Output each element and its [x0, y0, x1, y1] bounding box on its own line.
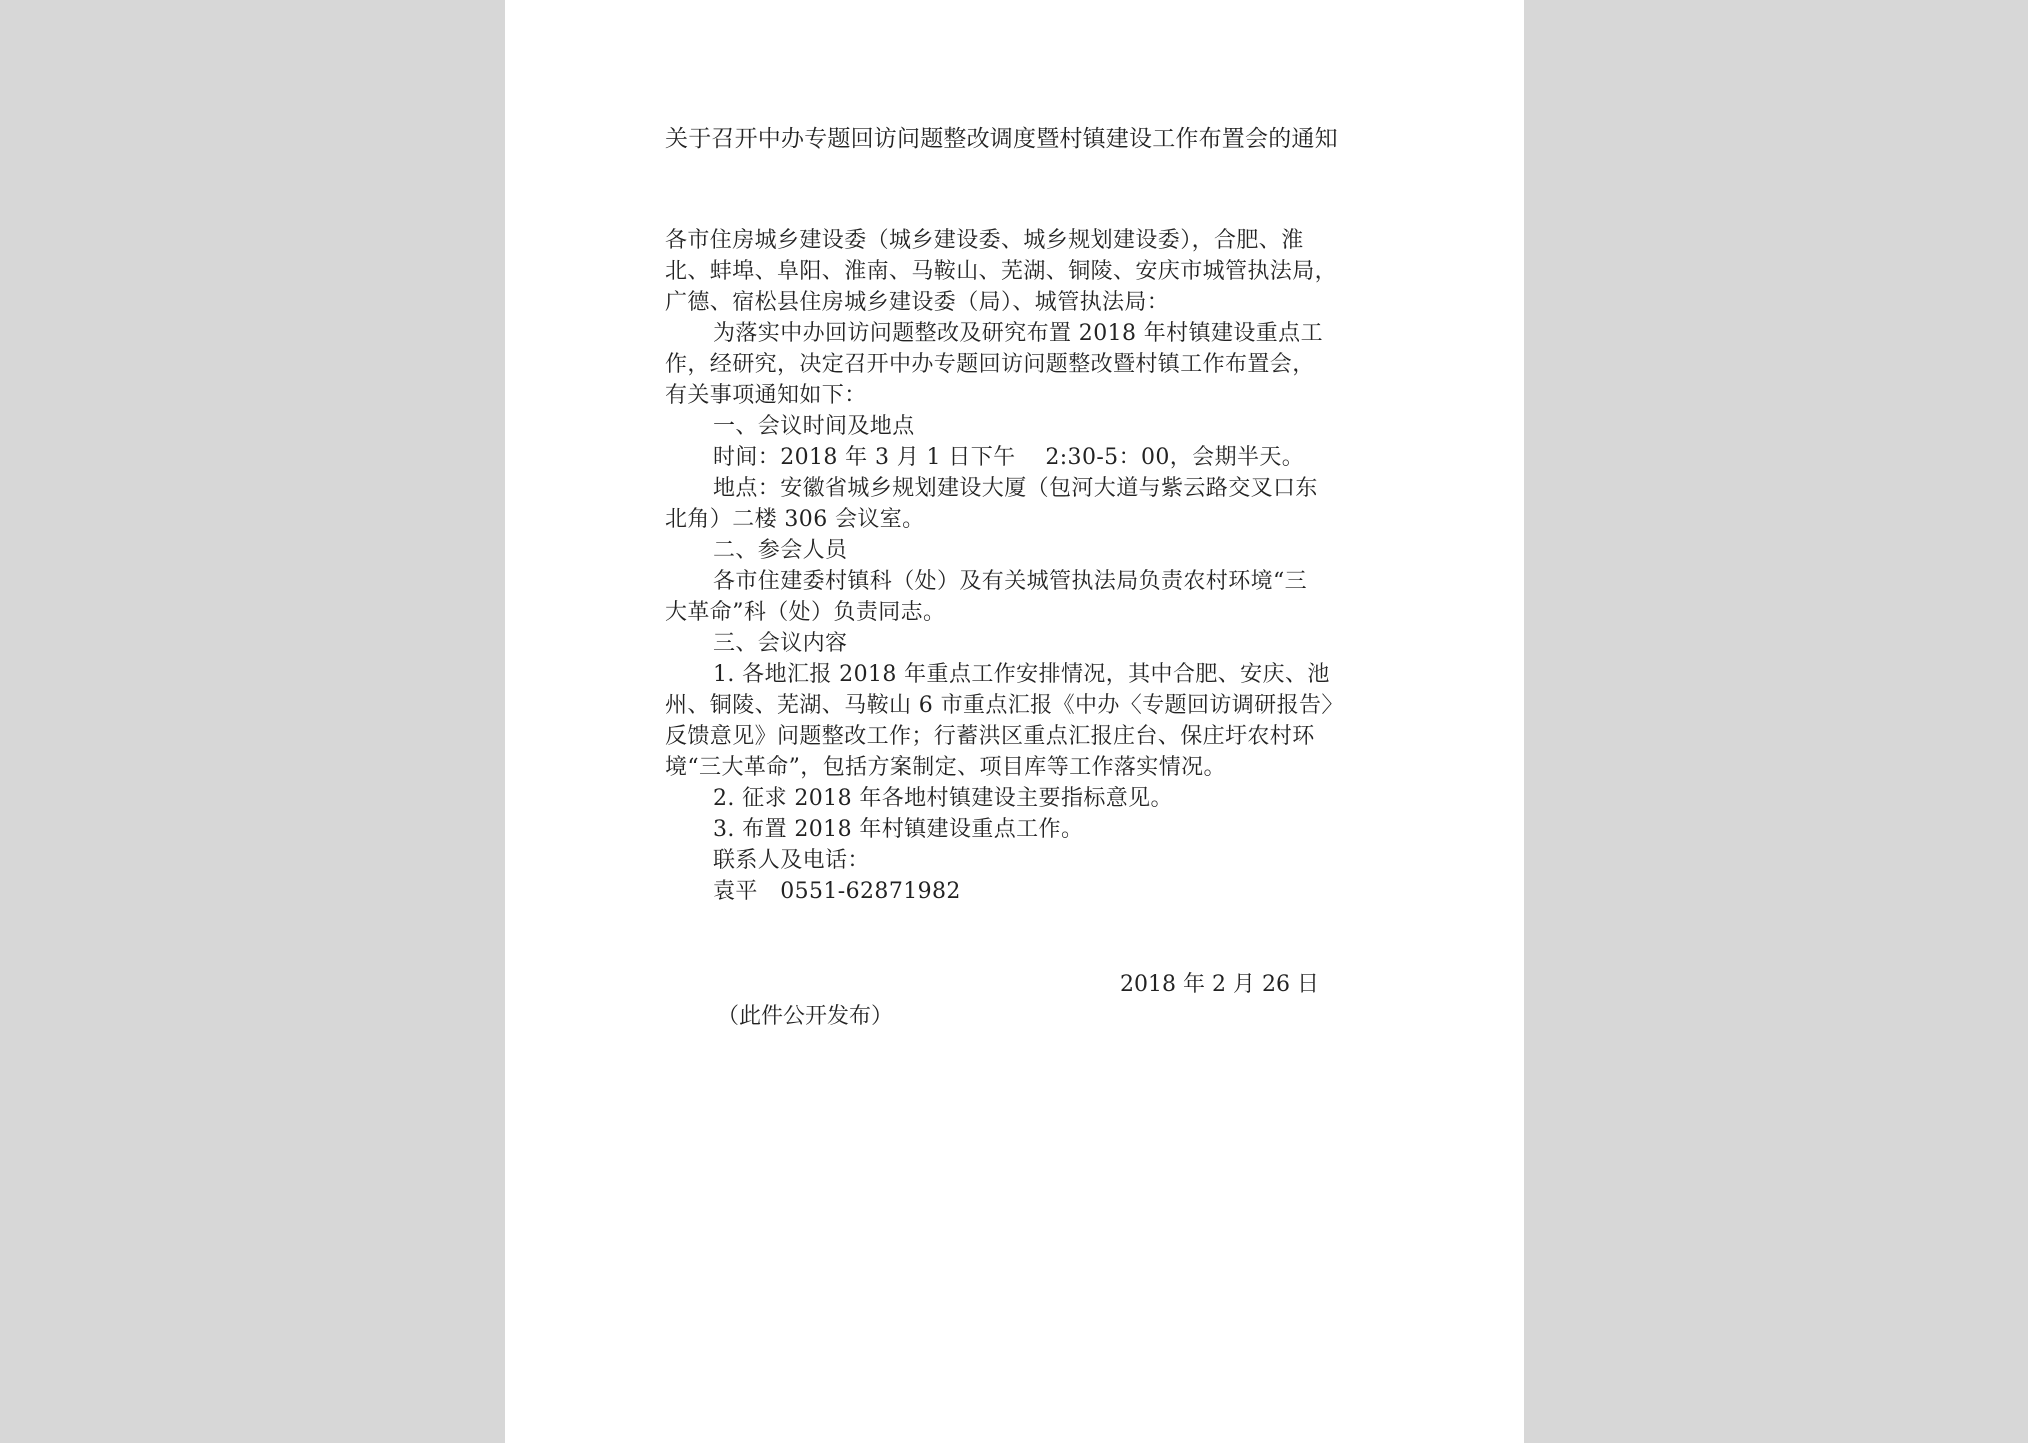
meeting-time: 时间：2018 年 3 月 1 日下午 2:30-5：00，会期半天。 [713, 445, 1305, 470]
publish-note: （此件公开发布） [717, 1004, 894, 1029]
section-heading-participants: 二、参会人员 [713, 538, 848, 563]
participants-line: 大革命”科（处）负责同志。 [665, 600, 946, 625]
addressee-line: 广德、宿松县住房城乡建设委（局）、城管执法局： [665, 290, 1170, 315]
content-item-1-line: 境“三大革命”，包括方案制定、项目库等工作落实情况。 [665, 755, 1226, 780]
issue-date: 2018 年 2 月 26 日 [1120, 972, 1319, 997]
section-heading-time-place: 一、会议时间及地点 [713, 414, 915, 439]
addressee-line: 北、蚌埠、阜阳、淮南、马鞍山、芜湖、铜陵、安庆市城管执法局， [665, 259, 1338, 284]
content-item-1-line: 1. 各地汇报 2018 年重点工作安排情况，其中合肥、安庆、池 [713, 662, 1330, 687]
intro-line: 为落实中办回访问题整改及研究布置 2018 年村镇建设重点工 [713, 321, 1323, 346]
content-item-1-line: 州、铜陵、芜湖、马鞍山 6 市重点汇报《中办〈专题回访调研报告〉 [665, 693, 1344, 718]
content-item-2: 2. 征求 2018 年各地村镇建设主要指标意见。 [713, 786, 1173, 811]
section-heading-content: 三、会议内容 [713, 631, 848, 656]
participants-line: 各市住建委村镇科（处）及有关城管执法局负责农村环境“三 [713, 569, 1308, 594]
contact-label: 联系人及电话： [713, 848, 870, 873]
meeting-place-line: 北角）二楼 306 会议室。 [665, 507, 925, 532]
intro-line: 作，经研究，决定召开中办专题回访问题整改暨村镇工作布置会， [665, 352, 1315, 377]
content-item-3: 3. 布置 2018 年村镇建设重点工作。 [713, 817, 1084, 842]
document-title: 关于召开中办专题回访问题整改调度暨村镇建设工作布置会的通知 [665, 126, 1338, 152]
intro-line: 有关事项通知如下： [665, 383, 867, 408]
content-item-1-line: 反馈意见》问题整改工作；行蓄洪区重点汇报庄台、保庄圩农村环 [665, 724, 1315, 749]
addressee-line: 各市住房城乡建设委（城乡建设委、城乡规划建设委），合肥、淮 [665, 228, 1304, 253]
document-page [505, 0, 1524, 1443]
meeting-place-line: 地点：安徽省城乡规划建设大厦（包河大道与紫云路交叉口东 [713, 476, 1318, 501]
contact-info: 袁平 0551-62871982 [713, 879, 961, 904]
